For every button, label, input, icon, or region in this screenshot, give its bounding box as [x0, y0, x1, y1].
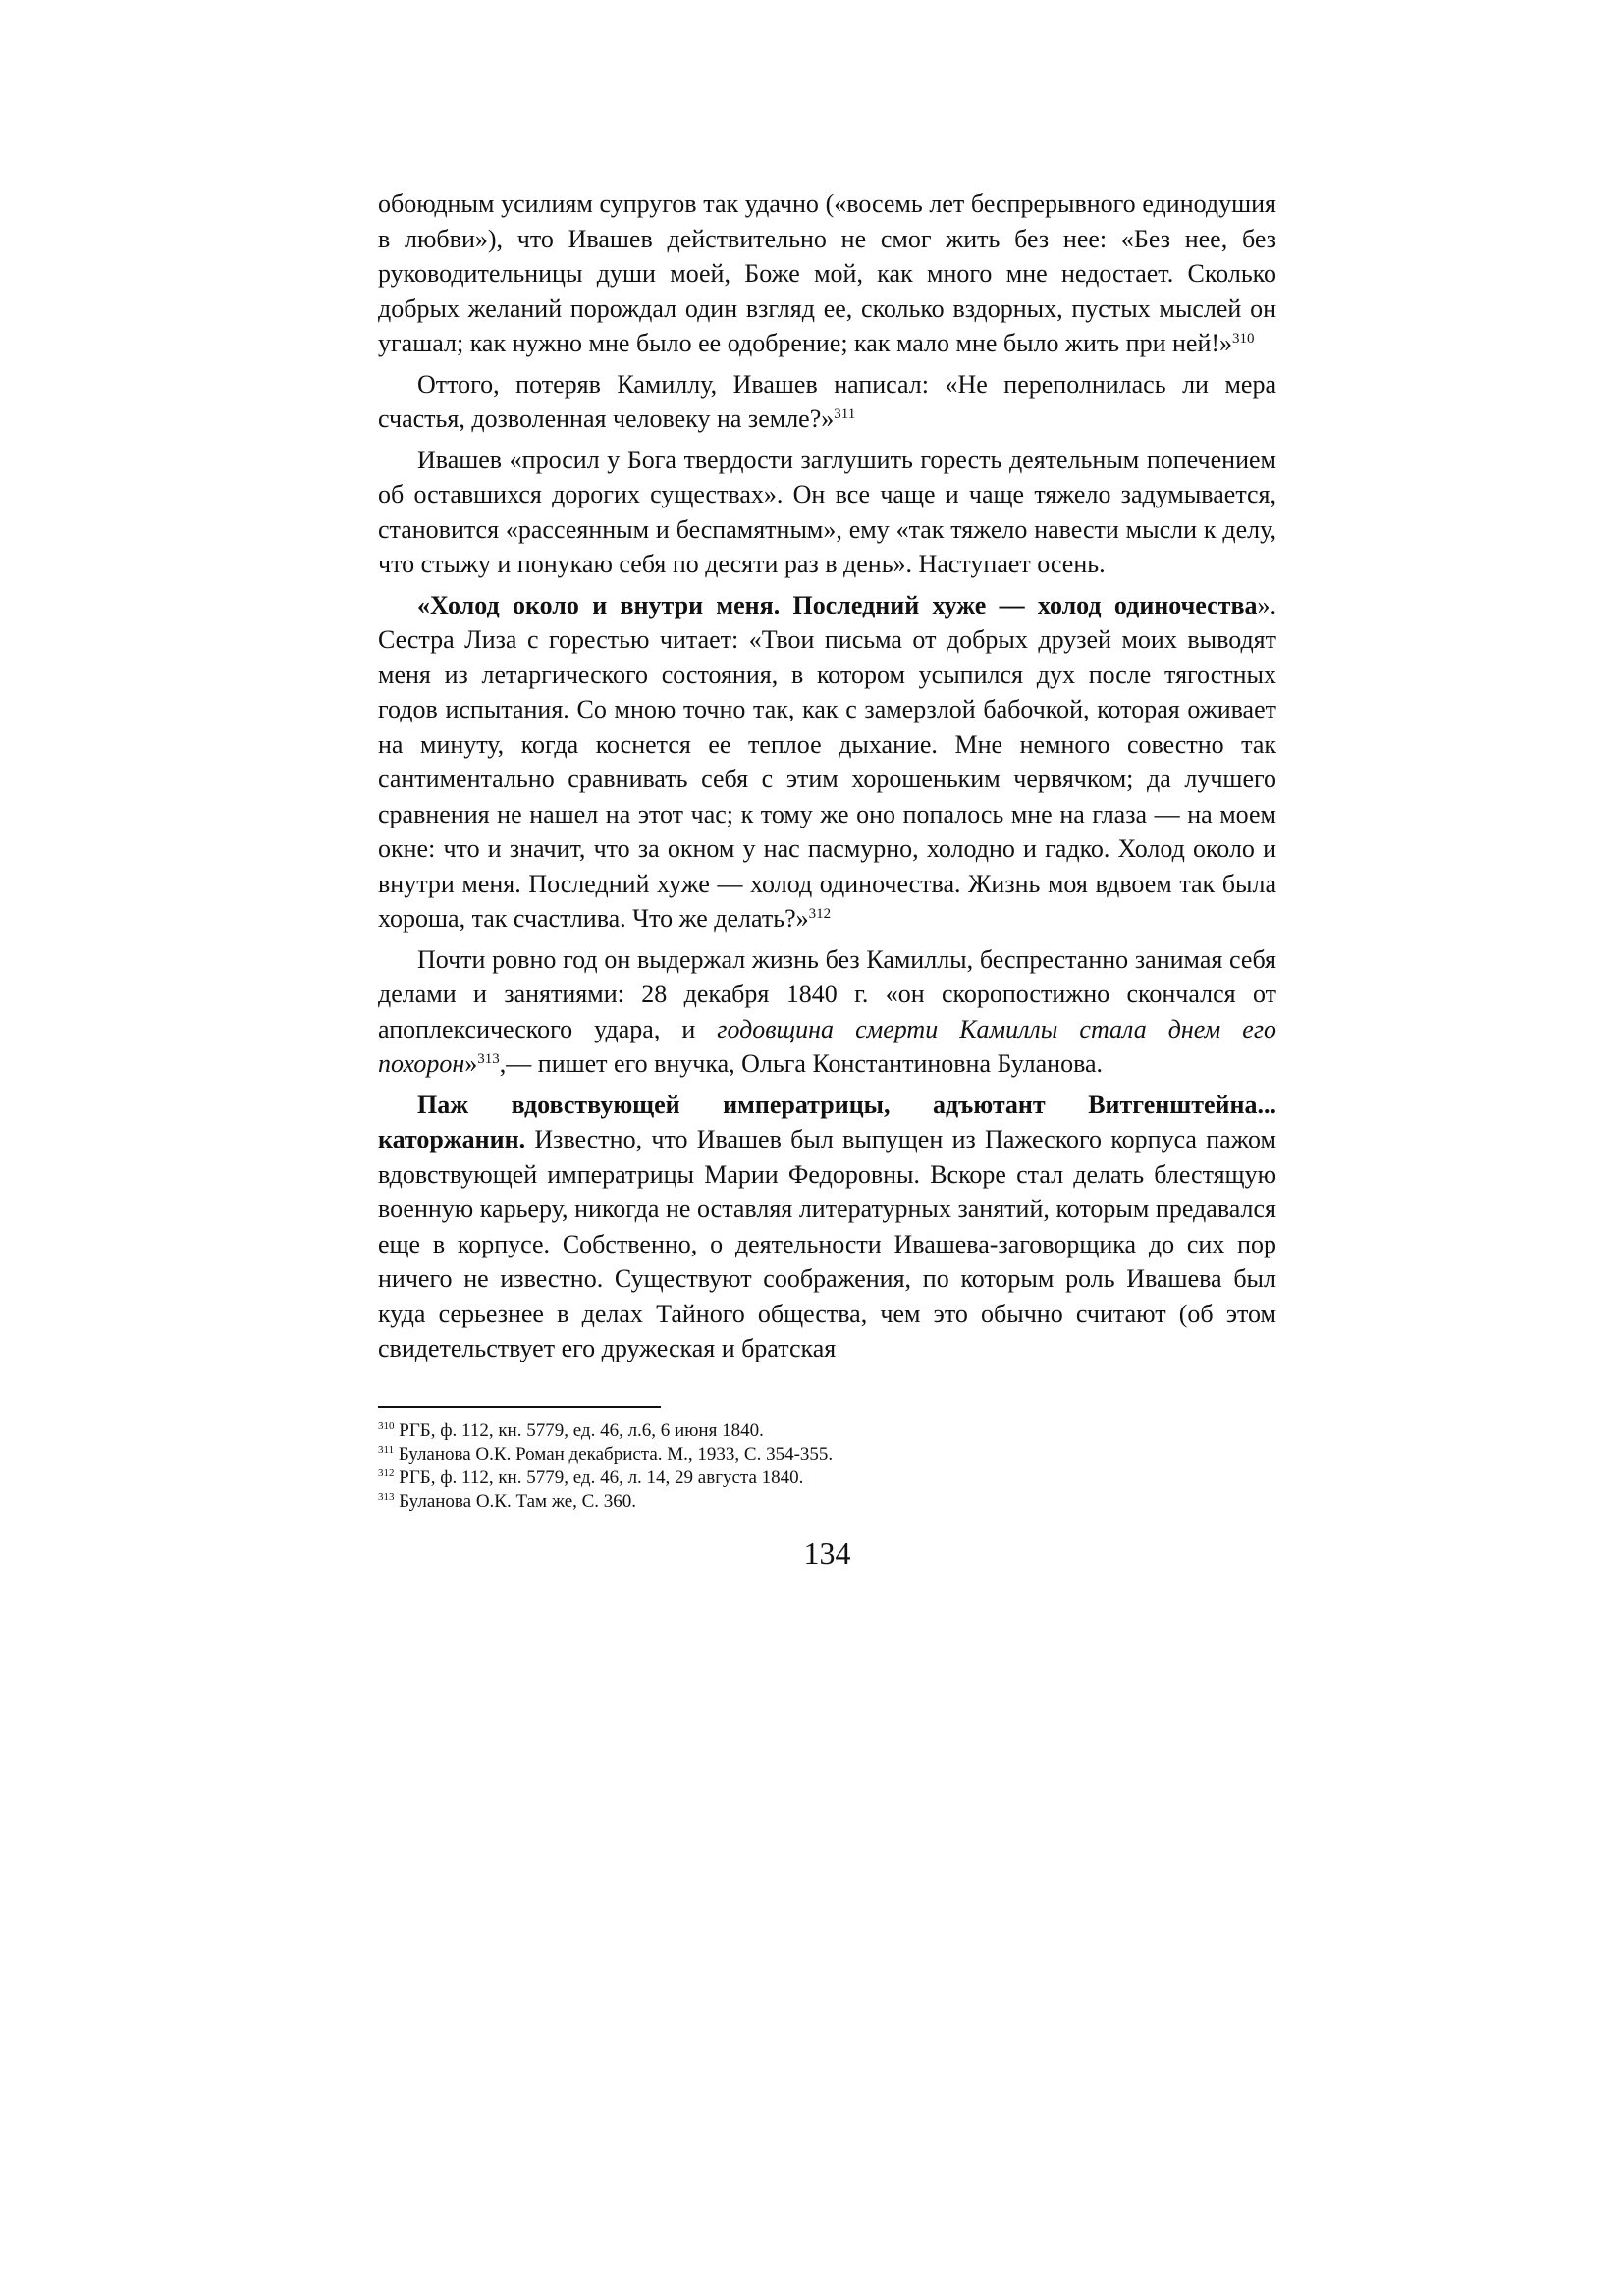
footnote	[378, 1467, 1276, 1490]
footnote	[378, 1443, 1276, 1467]
bold-heading-quote: «Холод около и внутри меня. Последний хуже — холод одиночества	[417, 590, 1258, 619]
paragraph	[378, 942, 1276, 1082]
footnote-text: РГБ, ф. 112, кн. 5779, ед. 46, л. 14, 29 августа 1840.	[394, 1467, 804, 1488]
paragraph	[378, 187, 1276, 361]
footnote	[378, 1490, 1276, 1514]
footnote-text: Буланова О.К. Роман декабриста. М., 1933, С. 354-355.	[394, 1443, 834, 1465]
footnotes	[378, 1419, 1276, 1514]
paragraph-text: ,— пишет его внучка, Ольга Константиновна Буланова.	[499, 1049, 1104, 1078]
paragraph	[378, 443, 1276, 582]
paragraph-text: обоюдным усилиям супругов так удачно («восемь лет беспрерывного единодушия в любви»), что Ивашев действительно не смог жить без нее: «Без нее, без руководительницы души моей, Боже мой, как много мне недостает. Сколько добрых желаний порождал один взгляд ее, сколько вздорных, пустых мыслей он угашал; как нужно мне было ее одобрение; как мало мне было жить при ней!»	[378, 189, 1276, 357]
paragraph	[378, 1088, 1276, 1366]
page-number: 134	[803, 1534, 851, 1571]
footnote-ref: 313	[477, 1051, 500, 1067]
footnote-ref: 310	[1232, 331, 1255, 347]
paragraph	[378, 367, 1276, 437]
book-page	[378, 187, 1276, 1572]
footnote	[378, 1419, 1276, 1443]
footnote-number: 312	[378, 1467, 395, 1479]
footnote-number: 311	[378, 1443, 395, 1456]
paragraph-text: Оттого, потеряв Камиллу, Ивашев написал: «Не переполнилась ли мера счастья, дозволенная человеку на земле?»	[378, 369, 1276, 433]
footnote-number: 310	[378, 1419, 395, 1432]
paragraph-text: Ивашев «просил у Бога твердости заглушить горесть деятельным попечением об оставшихся дорогих существах». Он все чаще и чаще тяжело задумывается, становится «рассеянным и беспамятным», ему «так тяжело навести мысли к делу, что стыжу и понукаю себя по десяти раз в день». Наступает осень.	[378, 445, 1276, 578]
italic-quote: годовщина смерти Камиллы стала днем его похорон	[378, 1014, 1276, 1078]
paragraph-text: Почти ровно год он выдержал жизнь без Камиллы, беспрестанно занимая себя делами и занятиями: 28 декабря 1840 г. «он скоропостижно скончался от апоплексического удара, и	[378, 944, 1276, 1043]
footnote-ref: 311	[834, 406, 856, 422]
footnote-ref: 312	[808, 906, 832, 922]
paragraph-text: ». Сестра Лиза с горестью читает: «Твои письма от добрых друзей моих выводят меня из летаргического состояния, в котором усыпился дух после тягостных годов испытания. Со мною точно так, как с замерзлой бабочкой, которая оживает на минуту, когда коснется ее теплое дыхание. Мне немного совестно так сантиментально сравнивать себя с этим хорошеньким червячком; да лучшего сравнения не нашел на этот час; к тому же оно попалось мне на глаза — на моем окне: что и значит, что за окном у нас пасмурно, холодно и гадко. Холод около и внутри меня. Последний хуже — холод одиночества. Жизнь моя вдвоем так была хороша, так счастлива. Что же делать?»	[378, 590, 1276, 933]
section-heading: Паж вдовствующей императрицы, адъютант Витгенштейна... каторжанин.	[378, 1090, 1276, 1153]
paragraph-text: Известно, что Ивашев был выпущен из Пажеского корпуса пажом вдовствующей императрицы Марии Федоровны. Вскоре стал делать блестящую военную карьеру, никогда не оставляя литературных занятий, которым предавался еще в корпусе. Собственно, о деятельности Ивашева-заговорщика до сих пор ничего не известно. Существуют соображения, по которым роль Ивашева был куда серьезнее в делах Тайного общества, чем это обычно считают (об этом свидетельствует его дружеская и братская	[378, 1125, 1276, 1362]
footnote-number: 313	[378, 1490, 395, 1503]
paragraph	[378, 588, 1276, 936]
footnote-divider	[378, 1406, 661, 1408]
footnote-text: РГБ, ф. 112, кн. 5779, ед. 46, л.6, 6 июня 1840.	[394, 1419, 764, 1441]
paragraph-text: »	[464, 1049, 478, 1078]
main-text	[378, 187, 1276, 1366]
footnote-text: Буланова О.К. Там же, С. 360.	[394, 1490, 637, 1512]
